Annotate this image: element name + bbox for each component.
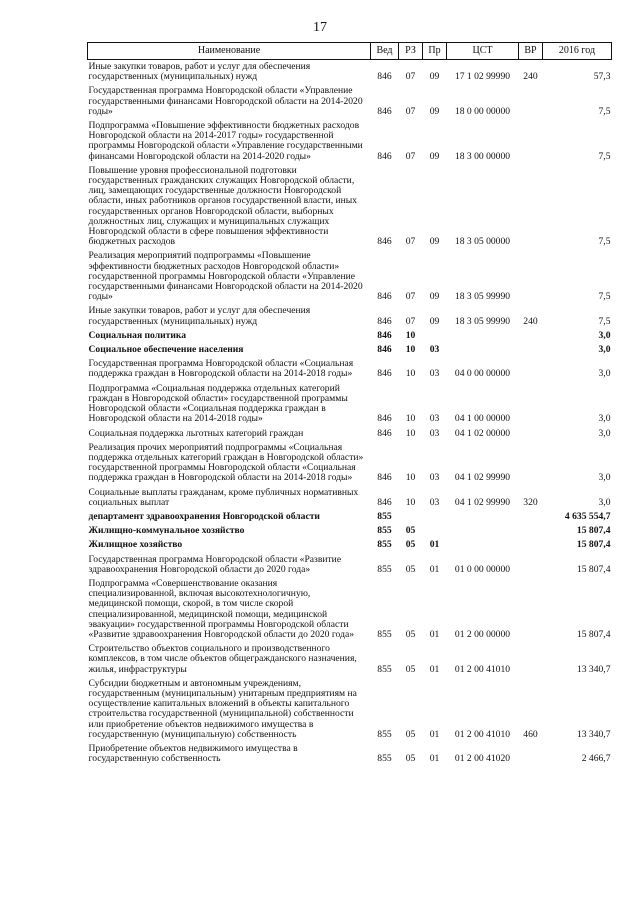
cell-pr: 01	[429, 663, 440, 675]
table-row	[88, 642, 612, 677]
cell-ved: 855	[377, 728, 392, 740]
cell-sum: 7,5	[598, 315, 611, 327]
cell-ved: 846	[377, 368, 392, 380]
cell-vr	[519, 742, 543, 766]
cell-ved: 846	[377, 472, 392, 484]
cell-rz: 05	[405, 539, 416, 551]
cell-name: Приобретение объектов недвижимого имущества в государственную собственность	[88, 742, 298, 765]
cell-sum: 7,5	[598, 236, 611, 248]
cell-vr: 460	[523, 728, 538, 740]
table-row	[88, 486, 612, 510]
cell-pr: 03	[429, 344, 440, 356]
table-row	[88, 304, 612, 328]
table-row	[88, 357, 612, 381]
cell-pr	[423, 329, 447, 343]
table-row	[88, 119, 612, 164]
cell-cst: 04 1 02 99990	[454, 472, 511, 484]
header-cst: ЦСТ	[447, 43, 519, 60]
cell-name: Государственная программа Новгородской области «Развитие здравоохранения Новгородской области до 2020 года»	[88, 553, 342, 575]
cell-sum: 2 466,7	[581, 753, 611, 765]
cell-ved: 846	[377, 236, 392, 248]
cell-rz: 10	[405, 368, 416, 380]
budget-table	[87, 42, 612, 766]
cell-vr: 320	[523, 496, 538, 508]
cell-cst: 01 0 00 00000	[454, 563, 511, 575]
table-row	[88, 441, 612, 486]
cell-name: Жилищное хозяйство	[88, 539, 183, 551]
cell-ved: 855	[377, 563, 392, 575]
cell-pr: 09	[429, 105, 440, 117]
table-header-row	[88, 43, 612, 60]
cell-vr	[519, 164, 543, 250]
cell-rz: 10	[405, 344, 416, 356]
cell-sum: 3,0	[598, 427, 611, 439]
cell-cst: 04 1 02 99990	[454, 496, 511, 508]
cell-rz: 05	[405, 753, 416, 765]
cell-ved: 846	[377, 496, 392, 508]
cell-pr: 09	[429, 150, 440, 162]
cell-rz: 10	[405, 329, 416, 341]
cell-pr	[423, 510, 447, 524]
header-pr: Пр	[423, 43, 447, 60]
cell-name: Иные закупки товаров, работ и услуг для обеспечения государственных (муниципальных) нужд	[88, 61, 311, 83]
cell-cst: 17 1 02 99990	[454, 71, 511, 83]
cell-vr	[519, 577, 543, 642]
table-row	[88, 427, 612, 441]
cell-pr: 01	[429, 753, 440, 765]
cell-cst: 01 2 00 41010	[454, 663, 511, 675]
table-row	[88, 382, 612, 427]
cell-rz: 05	[405, 525, 416, 537]
cell-ved: 855	[377, 663, 392, 675]
cell-ved: 846	[377, 105, 392, 117]
cell-vr	[519, 427, 543, 441]
cell-rz: 07	[405, 105, 416, 117]
cell-sum: 3,0	[598, 344, 611, 356]
cell-cst: 04 1 00 00000	[454, 413, 511, 425]
cell-ved: 855	[377, 628, 392, 640]
cell-vr	[519, 357, 543, 381]
cell-name: Подпрограмма «Совершенствование оказания специализированной, включая высокотехнологичную, медицинской помощи, скорой, в том числе скорой специализированной, медицинской помощи, медицинской эвакуации» государственной программы Новгородской области «Развитие здравоохранения Новгородской области до 2020 года»	[88, 577, 355, 640]
cell-name: Социальная политика	[88, 329, 187, 341]
cell-rz	[399, 510, 423, 524]
table-row	[88, 84, 612, 119]
cell-name: Повышение уровня профессиональной подготовки государственных гражданских служащих Новгородской области, лиц, замещающих государственные должности Новгородской области, иных работников органов государственной власти, иных государственных органов Новгородской области, выборных должностных лиц, служащих и муниципальных служащих Новгородской области в сфере повышения эффективности бюджетных расходов	[88, 164, 358, 248]
table-row	[88, 538, 612, 552]
cell-sum: 15 807,4	[576, 563, 611, 575]
cell-sum: 7,5	[598, 105, 611, 117]
table-row	[88, 553, 612, 577]
cell-name: Социальные выплаты гражданам, кроме публичных нормативных социальных выплат	[88, 486, 359, 508]
cell-pr: 09	[429, 236, 440, 248]
cell-vr	[519, 249, 543, 304]
cell-pr: 09	[429, 71, 440, 83]
cell-name: Подпрограмма «Повышение эффективности бюджетных расходов Новгородской области на 2014-2017 годы» государственной программы Новгородской области «Управление государственными финансами Новгородской области на 2014-2020 годы»	[88, 120, 363, 162]
cell-sum: 3,0	[598, 472, 611, 484]
header-vr: ВР	[519, 43, 543, 60]
cell-ved: 846	[377, 329, 392, 341]
header-ved: Вед	[371, 43, 399, 60]
header-rz: РЗ	[399, 43, 423, 60]
cell-sum: 3,0	[598, 368, 611, 380]
cell-pr: 03	[429, 413, 440, 425]
cell-pr: 01	[429, 628, 440, 640]
cell-pr: 03	[429, 368, 440, 380]
cell-sum: 7,5	[598, 150, 611, 162]
cell-vr	[519, 510, 543, 524]
table-row	[88, 677, 612, 742]
table-row	[88, 510, 612, 524]
cell-cst	[447, 524, 519, 538]
cell-ved: 846	[377, 413, 392, 425]
cell-name: Государственная программа Новгородской области «Управление государственными финансами Новгородской области на 2014-2020 годы»	[88, 85, 363, 117]
cell-ved: 846	[377, 344, 392, 356]
cell-ved: 855	[377, 510, 392, 522]
cell-cst: 18 3 05 00000	[454, 236, 511, 248]
cell-vr	[519, 84, 543, 119]
table-row	[88, 742, 612, 766]
cell-sum: 57,3	[593, 71, 611, 83]
cell-vr	[519, 119, 543, 164]
cell-vr	[519, 329, 543, 343]
cell-pr	[423, 524, 447, 538]
cell-name: Социальное обеспечение населения	[88, 344, 244, 356]
cell-pr: 01	[429, 539, 440, 551]
cell-sum: 15 807,4	[576, 539, 611, 551]
cell-name: Подпрограмма «Социальная поддержка отдельных категорий граждан в Новгородской области» государственной программы Новгородской области «Социальная поддержка граждан в Новгородской области на 2014-2018 годы»	[88, 382, 348, 425]
table-body	[88, 60, 612, 767]
cell-ved: 846	[377, 71, 392, 83]
cell-name: департамент здравоохранения Новгородской области	[88, 510, 320, 522]
cell-ved: 846	[377, 291, 392, 303]
cell-vr	[519, 553, 543, 577]
cell-rz: 10	[405, 472, 416, 484]
table-row	[88, 60, 612, 85]
cell-name: Реализация прочих мероприятий подпрограммы «Социальная поддержка отдельных категорий граждан в Новгородской области» государственной программы Новгородской области «Социальная поддержка граждан в Новгородской области на 2014-2018 годы»	[88, 441, 364, 484]
cell-sum: 15 807,4	[576, 525, 611, 537]
cell-cst: 04 0 00 00000	[454, 368, 511, 380]
cell-ved: 855	[377, 753, 392, 765]
cell-ved: 846	[377, 315, 392, 327]
cell-name: Субсидии бюджетным и автономным учреждениям, государственным (муниципальным) унитарным предприятиям на осуществление капитальных вложений в объекты капитального строительства государственной (муниципальной) собственности или приобретение объектов недвижимого имущества в государственную (муниципальную) собственность	[88, 677, 357, 740]
cell-cst	[447, 329, 519, 343]
cell-pr: 03	[429, 427, 440, 439]
cell-sum: 15 807,4	[576, 628, 611, 640]
cell-sum: 4 635 554,7	[564, 510, 611, 522]
table-row	[88, 164, 612, 250]
cell-ved: 846	[377, 150, 392, 162]
cell-sum: 3,0	[598, 413, 611, 425]
table-row	[88, 577, 612, 642]
cell-rz: 07	[405, 150, 416, 162]
cell-name: Социальная поддержка льготных категорий граждан	[88, 427, 304, 439]
cell-sum: 3,0	[598, 329, 611, 341]
cell-cst: 18 3 00 00000	[454, 150, 511, 162]
cell-pr: 09	[429, 315, 440, 327]
cell-rz: 07	[405, 71, 416, 83]
cell-name: Реализация мероприятий подпрограммы «Повышение эффективности бюджетных расходов Новгородской области» государственной программы Новгородской области «Управление государственными финансами Новгородской области на 2014-2020 годы»	[88, 250, 363, 303]
cell-name: Жилищно-коммунальное хозяйство	[88, 525, 245, 537]
cell-cst: 18 3 05 99990	[454, 315, 511, 327]
cell-sum: 3,0	[598, 496, 611, 508]
cell-rz: 05	[405, 628, 416, 640]
cell-cst: 01 2 00 41010	[454, 728, 511, 740]
cell-cst	[447, 343, 519, 357]
cell-rz: 10	[405, 427, 416, 439]
cell-cst	[447, 538, 519, 552]
cell-cst: 18 0 00 00000	[454, 105, 511, 117]
table-row	[88, 249, 612, 304]
cell-vr: 240	[523, 71, 538, 83]
cell-sum: 13 340,7	[576, 728, 611, 740]
cell-cst: 18 3 05 99990	[454, 291, 511, 303]
cell-vr	[519, 642, 543, 677]
cell-rz: 10	[405, 496, 416, 508]
cell-vr	[519, 441, 543, 486]
cell-sum: 7,5	[598, 291, 611, 303]
table-row	[88, 329, 612, 343]
cell-ved: 855	[377, 539, 392, 551]
cell-pr: 01	[429, 563, 440, 575]
cell-rz: 05	[405, 663, 416, 675]
cell-ved: 855	[377, 525, 392, 537]
cell-cst: 04 1 02 00000	[454, 427, 511, 439]
cell-rz: 07	[405, 236, 416, 248]
cell-cst: 01 2 00 00000	[454, 628, 511, 640]
cell-ved: 846	[377, 427, 392, 439]
cell-sum: 13 340,7	[576, 663, 611, 675]
table-row	[88, 343, 612, 357]
page-number: 17	[313, 20, 327, 35]
cell-rz: 05	[405, 563, 416, 575]
table-row	[88, 524, 612, 538]
cell-rz: 07	[405, 315, 416, 327]
cell-rz: 10	[405, 413, 416, 425]
cell-cst: 01 2 00 41020	[454, 753, 511, 765]
cell-rz: 05	[405, 728, 416, 740]
cell-rz: 07	[405, 291, 416, 303]
cell-vr	[519, 538, 543, 552]
cell-name: Государственная программа Новгородской области «Социальная поддержка граждан в Новгородской области на 2014-2018 годы»	[88, 358, 354, 380]
header-name: Наименование	[88, 43, 371, 60]
cell-pr: 09	[429, 291, 440, 303]
cell-vr: 240	[523, 315, 538, 327]
cell-vr	[519, 524, 543, 538]
cell-pr: 03	[429, 472, 440, 484]
cell-pr: 01	[429, 728, 440, 740]
cell-vr	[519, 382, 543, 427]
cell-name: Строительство объектов социального и производственного комплексов, в том числе объектов общегражданского назначения, жилья, инфраструктуры	[88, 643, 357, 675]
cell-pr: 03	[429, 496, 440, 508]
header-year: 2016 год	[543, 43, 612, 60]
cell-vr	[519, 343, 543, 357]
cell-name: Иные закупки товаров, работ и услуг для обеспечения государственных (муниципальных) нужд	[88, 305, 311, 327]
cell-cst	[447, 510, 519, 524]
